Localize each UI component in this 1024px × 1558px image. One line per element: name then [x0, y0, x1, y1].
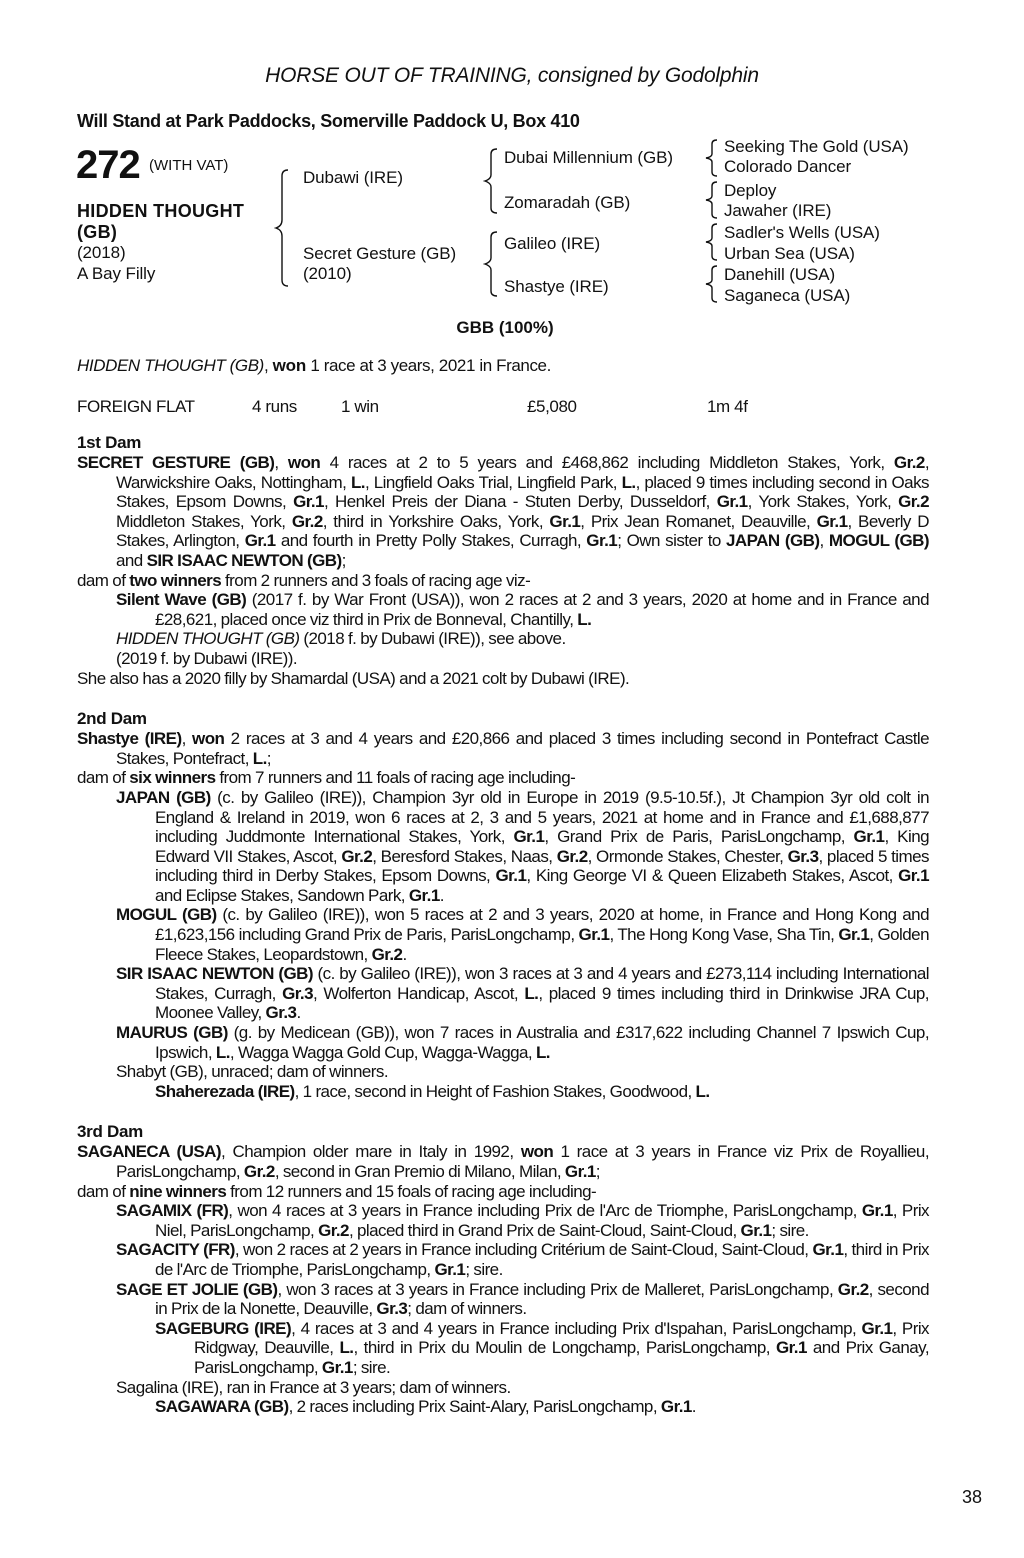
produce-sir-isaac-newton: SIR ISAAC NEWTON (GB) (c. by Galileo (IRE)), won 3 races at 3 and 4 years and £273,114 including International Stakes, Curragh, Gr.3, Wolferton Handicap, Ascot, L., placed 9 times including third in Drinkwise JRA Cup, Moonee Valley, Gr.3. [116, 964, 929, 1023]
horse-name [77, 201, 244, 243]
produce-shaherezada: Shaherezada (IRE), 1 race, second in Height of Fashion Stakes, Goodwood, L. [155, 1081, 710, 1101]
produce-sageburg: SAGEBURG (IRE), 4 races at 3 and 4 years in France including Prix d'Ispahan, ParisLongchamp, Gr.1, Prix Ridgway, Deauville, L., third in Prix du Moulin de Longchamp, ParisLongchamp, Gr.1 and Prix Ganay, ParisLongchamp, Gr.1; sire. [155, 1318, 929, 1377]
pedigree-sire-dam: Zomaradah (GB) [504, 193, 631, 212]
horse-name-line1: HIDDEN THOUGHT [77, 201, 245, 221]
vat-note: (WITH VAT) [149, 157, 229, 174]
horse-foaling-year: (2018) [77, 243, 126, 262]
third-dam-title: 3rd Dam [77, 1122, 143, 1142]
page-header-title: HORSE OUT OF TRAINING, consigned by Godolphin [265, 64, 759, 87]
record-runs: 4 runs [252, 397, 297, 416]
dam-details [77, 433, 929, 1417]
pedigree-brace-sire [483, 147, 503, 215]
lot-number: 272 [76, 143, 140, 187]
record-category: FOREIGN FLAT [77, 397, 195, 416]
race-summary: HIDDEN THOUGHT (GB), won 1 race at 3 years, 2021 in France. [77, 356, 551, 375]
produce-silent-wave: Silent Wave (GB) (2017 f. by War Front (USA)), won 2 races at 2 and 3 years, 2020 at home and in France and £28,621, placed once viz third in Prix de Bonneval, Chantilly, L. [116, 590, 929, 629]
record-wins: 1 win [341, 397, 379, 416]
page-number: 38 [962, 1487, 983, 1507]
third-dam-paragraph: SAGANECA (USA), Champion older mare in Italy in 1992, won 1 race at 3 years in France viz Prix de Royallieu, ParisLongchamp, Gr.2, second in Gran Premio di Milano, Milan, Gr.1; [77, 1142, 930, 1181]
produce-2019: (2019 f. by Dubawi (IRE)). [116, 648, 298, 668]
second-dam-title: 2nd Dam [77, 709, 147, 729]
pedigree-brace-g3-4 [703, 264, 723, 304]
pedigree-g3-8: Saganeca (USA) [724, 286, 851, 305]
produce-sagalina: Sagalina (IRE), ran in France at 3 years; dam of winners. [116, 1377, 511, 1397]
first-dam-paragraph: SECRET GESTURE (GB), won 4 races at 2 to 5 years and £468,862 including Middleton Stakes, York, Gr.2, Warwickshire Oaks, Nottingham, L., Lingfield Oaks Trial, Lingfield Park, L., placed 9 times including second in Oaks Stakes, Epsom Downs, Gr.1, Henkel Preis der Diana - Stuten Derby, Dusseldorf, Gr.1, York Stakes, York, Gr.2 Middleton Stakes, York, Gr.2, third in Yorkshire Oaks, York, Gr.1, Prix Jean Romanet, Deauville, Gr.1, Beverly D Stakes, Arlington, Gr.1 and fourth in Pretty Polly Stakes, Curragh, Gr.1; Own sister to JAPAN (GB), MOGUL (GB) and SIR ISAAC NEWTON (GB); [77, 453, 929, 570]
pedigree-brace-dam [483, 230, 503, 298]
pedigree-sire: Dubawi (IRE) [303, 168, 403, 187]
horse-name-line2: (GB) [77, 222, 118, 242]
pedigree-brace-g3-2 [703, 180, 723, 220]
pedigree-brace-main [274, 168, 294, 288]
produce-sagawara: SAGAWARA (GB), 2 races including Prix Saint-Alary, ParisLongchamp, Gr.1. [155, 1397, 696, 1417]
summary-text: 1 race at 3 years, 2021 in France. [306, 356, 551, 375]
produce-japan: JAPAN (GB) (c. by Galileo (IRE)), Champion 3yr old in Europe in 2019 (9.5-10.5f.), Jt Champion 3yr old colt in England & Ireland in 2019, won 6 races at 2, 3 and 5 years, 2021 at home and in France and £1,688,877 including Juddmonte International Stakes, York, Gr.1, Grand Prix de Paris, ParisLongchamp, Gr.1, King Edward VII Stakes, Ascot, Gr.2, Beresford Stakes, Naas, Gr.2, Ormonde Stakes, Chester, Gr.3, placed 5 times including third in Derby Stakes, Epsom Downs, Gr.1, King George VI & Queen Elizabeth Stakes, Ascot, Gr.1 and Eclipse Stakes, Sandown Park, Gr.1. [116, 787, 930, 905]
first-dam-also-has: She also has a 2020 filly by Shamardal (USA) and a 2021 colt by Dubawi (IRE). [77, 668, 630, 688]
pedigree-g3-2: Colorado Dancer [724, 157, 852, 176]
produce-sagamix: SAGAMIX (FR), won 4 races at 3 years in France including Prix de l'Arc de Triomphe, ParisLongchamp, Gr.1, Prix Niel, ParisLongchamp, Gr.2, placed third in Grand Prix de Saint-Cloud, Saint-Cloud, Gr.1; sire. [116, 1201, 930, 1240]
record-distance: 1m 4f [707, 397, 748, 416]
pedigree-sire-sire: Dubai Millennium (GB) [504, 148, 673, 167]
first-dam-produce-intro: dam of two winners from 2 runners and 3 foals of racing age viz- [77, 570, 531, 590]
produce-sage-et-jolie: SAGE ET JOLIE (GB), won 3 races at 3 years in France including Prix de Malleret, ParisLongchamp, Gr.2, second in Prix de la Nonette, Deauville, Gr.3; dam of winners. [116, 1279, 929, 1319]
third-dam-produce-intro: dam of nine winners from 12 runners and 15 foals of racing age including- [77, 1181, 597, 1201]
first-dam-title: 1st Dam [77, 433, 142, 452]
pedigree-brace-g3-3 [703, 222, 723, 262]
horse-description: A Bay Filly [77, 264, 156, 283]
pedigree-dam-sire: Galileo (IRE) [504, 234, 601, 253]
summary-horse-name: HIDDEN THOUGHT (GB) [77, 356, 264, 375]
summary-won: won [272, 356, 307, 375]
second-dam-paragraph: Shastye (IRE), won 2 races at 3 and 4 years and £20,866 and placed 3 times including second in Pontefract Castle Stakes, Pontefract, L.; [77, 729, 930, 768]
stand-location: Will Stand at Park Paddocks, Somerville Paddock U, Box 410 [77, 111, 580, 131]
pedigree-g3-3: Deploy [724, 181, 777, 200]
produce-sagacity: SAGACITY (FR), won 2 races at 2 years in France including Critérium de Saint-Cloud, Saint-Cloud, Gr.1, third in Prix de l'Arc de Triomphe, ParisLongchamp, Gr.1; sire. [116, 1240, 930, 1279]
produce-mogul: MOGUL (GB) (c. by Galileo (IRE)), won 5 races at 2 and 3 years, 2020 at home, in France and Hong Kong and £1,623,156 including Grand Prix de Paris, ParisLongchamp, Gr.1, The Hong Kong Vase, Sha Tin, Gr.1, Golden Fleece Stakes, Leopardstown, Gr.2. [116, 905, 929, 964]
pedigree-dam-dam: Shastye (IRE) [504, 277, 609, 296]
record-earnings: £5,080 [527, 397, 577, 416]
produce-maurus: MAURUS (GB) (g. by Medicean (GB)), won 7 races in Australia and £317,622 including Channel 7 Ipswich Cup, Ipswich, L., Wagga Wagga Gold Cup, Wagga-Wagga, L. [116, 1023, 929, 1062]
pedigree-g3-6: Urban Sea (USA) [724, 244, 855, 263]
pedigree-g3-5: Sadler's Wells (USA) [724, 223, 880, 242]
second-dam-produce-intro: dam of six winners from 7 runners and 11 foals of racing age including- [77, 768, 576, 788]
pedigree-brace-g3-1 [703, 138, 723, 178]
pedigree-g3-4: Jawaher (IRE) [724, 201, 832, 220]
produce-hidden-thought: HIDDEN THOUGHT (GB) (2018 f. by Dubawi (IRE)), see above. [116, 629, 566, 649]
produce-shabyt: Shabyt (GB), unraced; dam of winners. [116, 1062, 389, 1082]
pedigree-g3-7: Danehill (USA) [724, 265, 836, 284]
pedigree-dam-year: (2010) [303, 264, 352, 283]
gbb-rating: GBB (100%) [456, 318, 554, 337]
pedigree-dam: Secret Gesture (GB) [303, 244, 457, 263]
pedigree-g3-1: Seeking The Gold (USA) [724, 137, 909, 156]
